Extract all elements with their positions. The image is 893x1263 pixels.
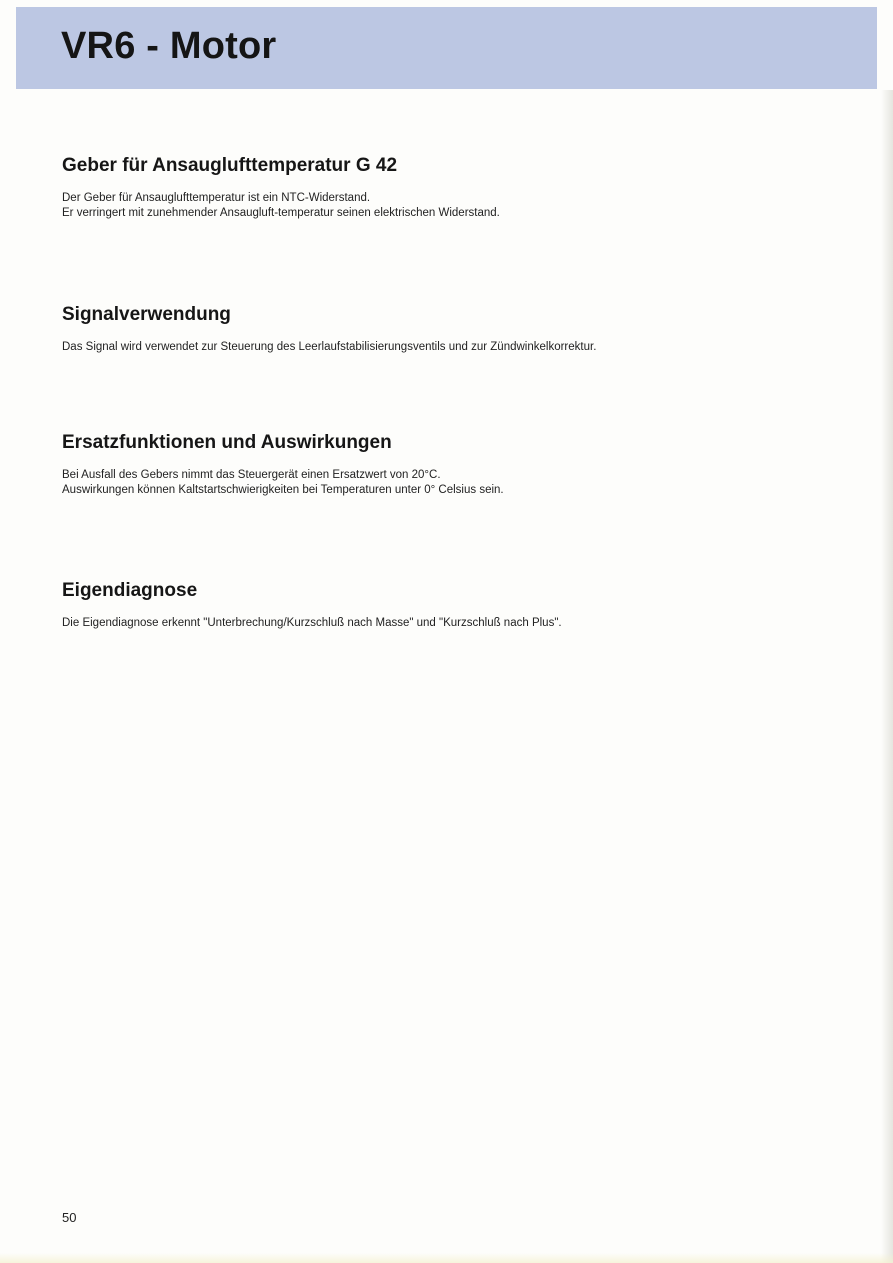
section-heading: Ersatzfunktionen und Auswirkungen	[62, 432, 392, 453]
page-number: 50	[62, 1210, 77, 1225]
section-body	[62, 616, 842, 631]
section-body	[62, 191, 842, 221]
body-line: Auswirkungen können Kaltstartschwierigkeiten bei Temperaturen unter 0° Celsius sein.	[62, 483, 504, 496]
page-edge-shadow	[881, 90, 893, 1263]
page-bottom-tint	[0, 1253, 893, 1263]
body-line: Das Signal wird verwendet zur Steuerung des Leerlaufstabilisierungsventils und zur Zündwinkelkorrektur.	[62, 340, 597, 353]
section-heading: Geber für Ansauglufttemperatur G 42	[62, 155, 398, 176]
section-eigendiagnose	[62, 581, 842, 631]
section-body	[62, 340, 842, 355]
section-heading: Eigendiagnose	[62, 580, 198, 601]
body-line: Der Geber für Ansauglufttemperatur ist ein NTC-Widerstand.	[62, 191, 371, 204]
section-geber	[62, 156, 842, 221]
section-body	[62, 468, 842, 498]
section-signalverwendung	[62, 305, 842, 355]
body-line: Die Eigendiagnose erkennt "Unterbrechung/Kurzschluß nach Masse" und "Kurzschluß nach Plus".	[62, 616, 562, 629]
section-ersatzfunktionen	[62, 433, 842, 498]
body-line: Bei Ausfall des Gebers nimmt das Steuergerät einen Ersatzwert von 20°C.	[62, 468, 441, 481]
body-line: Er verringert mit zunehmender Ansaugluft-temperatur seinen elektrischen Widerstand.	[62, 206, 500, 219]
section-heading: Signalverwendung	[62, 304, 231, 325]
page-title: VR6 - Motor	[61, 25, 277, 67]
page-header	[16, 7, 877, 89]
